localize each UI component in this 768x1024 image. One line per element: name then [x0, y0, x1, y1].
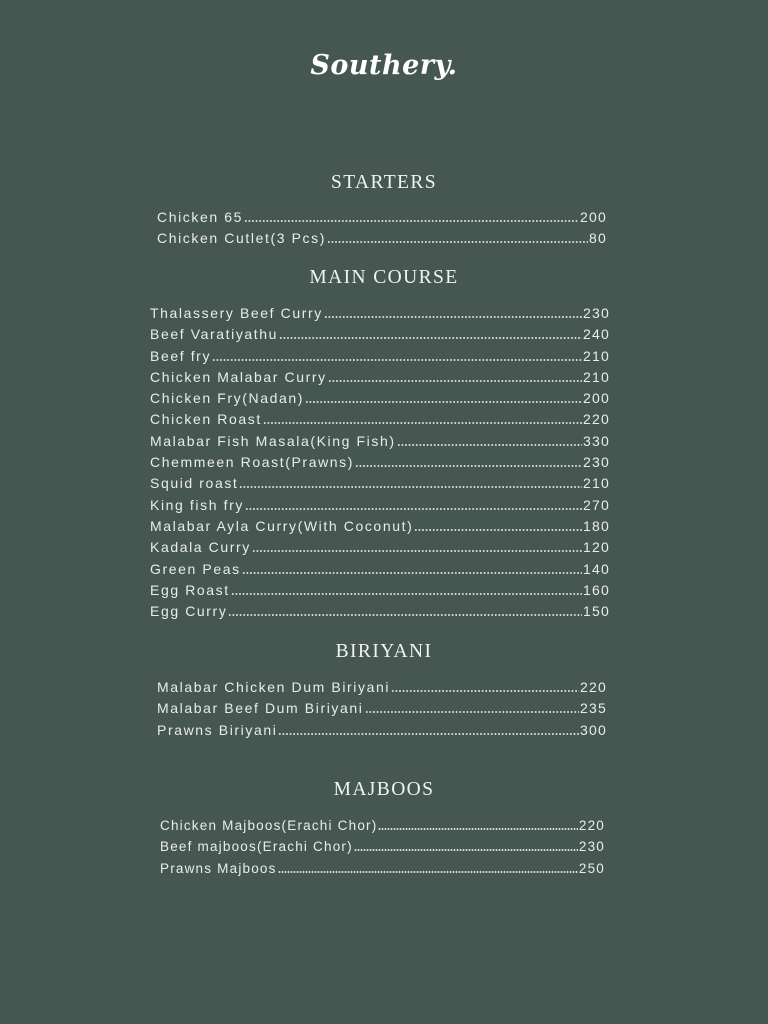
dot-leader [231, 593, 582, 595]
menu-item-price: 230 [583, 454, 610, 471]
menu-item-price: 160 [583, 581, 610, 598]
menu-item-name: Egg Roast [150, 581, 230, 598]
menu-item-price: 210 [583, 368, 610, 385]
section-title-majboos: MAJBOOS [333, 779, 435, 800]
menu-item [157, 698, 607, 719]
dot-leader [278, 733, 579, 735]
menu-item-price: 220 [578, 818, 605, 833]
menu-item [150, 431, 610, 452]
starters-list [157, 207, 607, 250]
menu-item-name: King fish fry [150, 496, 244, 513]
section-title-biriyani: BIRIYANI [335, 641, 433, 662]
menu-item-name: Chicken Roast [150, 411, 262, 428]
dot-leader [327, 241, 588, 243]
menu-item-price: 80 [589, 230, 607, 247]
dot-leader [228, 614, 582, 616]
menu-item [150, 495, 610, 516]
menu-item-name: Squid roast [150, 475, 239, 492]
menu-item-price: 220 [583, 411, 610, 428]
dot-leader [391, 690, 579, 692]
section-title-main-course: MAIN COURSE [309, 267, 459, 288]
dot-leader [279, 337, 582, 339]
menu-item-price: 120 [583, 539, 610, 556]
menu-item-name: Malabar Chicken Dum Biriyani [157, 679, 391, 695]
menu-item [150, 367, 610, 388]
menu-item-name: Chicken 65 [157, 209, 244, 225]
dot-leader [242, 572, 582, 574]
menu-item-price: 220 [580, 679, 607, 695]
menu-item-price: 250 [578, 860, 605, 876]
dot-leader [414, 529, 582, 531]
menu-item-price: 230 [578, 839, 605, 855]
menu-item [150, 516, 610, 537]
menu-item [150, 601, 610, 622]
menu-item-price: 270 [583, 496, 610, 513]
dot-leader [324, 316, 582, 318]
dot-leader [244, 220, 579, 222]
menu-item-name: Beef fry [150, 347, 212, 364]
menu-item-price: 200 [580, 209, 607, 225]
menu-item-name: Thalassery Beef Curry [150, 305, 323, 321]
menu-item-name: Chicken Majboos(Erachi Chor) [160, 818, 378, 833]
section-title-starters: STARTERS [331, 172, 437, 193]
biriyani-list [157, 677, 607, 741]
menu-item-price: 210 [583, 475, 610, 492]
menu-item-price: 330 [583, 432, 610, 449]
menu-item-name: Malabar Fish Masala(King Fish) [150, 432, 396, 449]
menu-item-price: 230 [583, 305, 610, 321]
menu-item-price: 200 [583, 390, 610, 407]
menu-item-name: Beef majboos(Erachi Chor) [160, 839, 353, 855]
menu-item-name: Kadala Curry [150, 539, 251, 556]
menu-item [150, 452, 610, 473]
dot-leader [252, 550, 582, 552]
dot-leader [305, 401, 582, 403]
menu-item [150, 346, 610, 367]
menu-item-price: 180 [583, 517, 610, 534]
dot-leader [355, 465, 582, 467]
menu-item [150, 388, 610, 409]
menu-item [157, 720, 607, 741]
menu-item-name: Prawns Biriyani [157, 721, 278, 738]
menu-item [150, 580, 610, 601]
menu-item-name: Chicken Cutlet(3 Pcs) [157, 230, 326, 247]
menu-item-price: 210 [583, 347, 610, 364]
dot-leader [239, 486, 582, 488]
menu-item-name: Prawns Majboos [160, 860, 277, 876]
dot-leader [365, 711, 580, 713]
menu-item [150, 324, 610, 345]
menu-item-name: Egg Curry [150, 603, 228, 620]
menu-item-price: 150 [583, 603, 610, 620]
menu-item-name: Green Peas [150, 560, 241, 577]
majboos-list [160, 815, 605, 879]
menu-item-name: Malabar Beef Dum Biriyani [157, 700, 364, 717]
menu-item [157, 228, 607, 249]
dot-leader [278, 871, 578, 873]
dot-leader [263, 422, 582, 424]
menu-item [150, 537, 610, 558]
menu-item [160, 815, 605, 836]
menu-item-name: Malabar Ayla Curry(With Coconut) [150, 517, 414, 534]
menu-item [150, 409, 610, 430]
menu-item-name: Chicken Malabar Curry [150, 368, 327, 385]
menu-item [150, 473, 610, 494]
menu-item-price: 240 [583, 326, 610, 343]
menu-item-price: 300 [580, 721, 607, 738]
dot-leader [378, 828, 577, 830]
menu-item [157, 677, 607, 698]
menu-item [150, 303, 610, 324]
menu-item-name: Chemmeen Roast(Prawns) [150, 454, 355, 471]
menu-item [160, 836, 605, 857]
dot-leader [245, 508, 582, 510]
menu-item [150, 559, 610, 580]
dot-leader [397, 444, 582, 446]
main-course-list [150, 303, 610, 622]
menu-item-name: Beef Varatiyathu [150, 326, 279, 343]
menu-item [157, 207, 607, 228]
menu-item-name: Chicken Fry(Nadan) [150, 390, 305, 407]
menu-item [160, 858, 605, 879]
brand-logo: Southery. [310, 50, 458, 81]
menu-item-price: 235 [580, 700, 607, 717]
menu-item-price: 140 [583, 560, 610, 577]
dot-leader [328, 380, 582, 382]
dot-leader [212, 359, 582, 361]
dot-leader [354, 849, 578, 851]
